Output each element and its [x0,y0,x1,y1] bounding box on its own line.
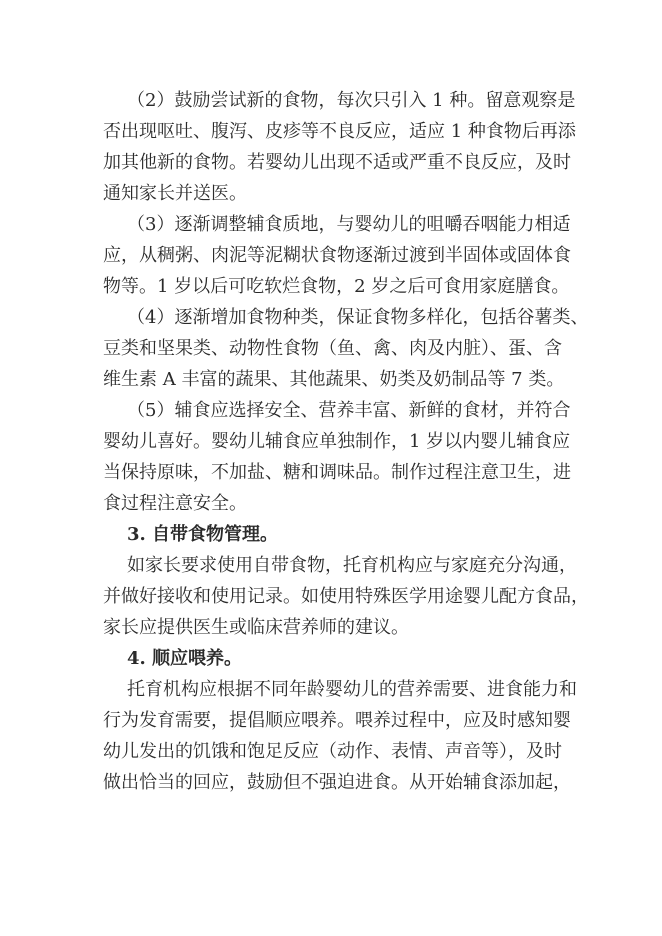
text-line: 托育机构应根据不同年龄婴幼儿的营养需要、进食能力和 [127,679,577,700]
text-line: 做出恰当的回应，鼓励但不强迫进食。从开始辅食添加起， [103,772,571,793]
text-line: 并做好接收和使用记录。如使用特殊医学用途婴儿配方食品， [103,586,589,607]
text-line: 婴幼儿喜好。婴幼儿辅食应单独制作，1 岁以内婴儿辅食应 [103,431,571,452]
text-line: （5）辅食应选择安全、营养丰富、新鲜的食材，并符合 [127,400,571,421]
text-line: 通知家长并送医。 [103,183,247,204]
section-heading [103,643,561,674]
paragraph [103,395,571,519]
text-line: 加其他新的食物。若婴幼儿出现不适或严重不良反应，及时 [103,152,571,173]
text-line: 当保持原味，不加盐、糖和调味品。制作过程注意卫生，进 [103,462,571,483]
paragraph [103,302,589,395]
text-line: 物等。1 岁以后可吃软烂食物，2 岁之后可食用家庭膳食。 [103,276,570,297]
text-line: 维生素 A 丰富的蔬果、其他蔬果、奶类及奶制品等 7 类。 [103,369,565,390]
text-line: 行为发育需要，提倡顺应喂养。喂养过程中，应及时感知婴 [103,710,571,731]
paragraph [103,550,589,643]
text-line: 食过程注意安全。 [103,493,247,514]
paragraph [103,85,576,209]
text-line: 如家长要求使用自带食物，托育机构应与家庭充分沟通， [127,555,577,576]
text-line: 幼儿发出的饥饿和饱足反应（动作、表情、声音等），及时 [103,741,562,762]
paragraph [103,209,571,302]
text-line: （4）逐渐增加食物种类，保证食物多样化，包括谷薯类、 [127,307,589,328]
text-line: 应，从稠粥、肉泥等泥糊状食物逐渐过渡到半固体或固体食 [103,245,571,266]
paragraph [103,674,577,798]
text-line: 3. 自带食物管理。 [127,524,279,545]
text-line: （3）逐渐调整辅食质地，与婴幼儿的咀嚼吞咽能力相适 [127,214,571,235]
text-line: 豆类和坚果类、动物性食物（鱼、禽、肉及内脏）、蛋、含 [103,338,562,359]
text-line: 否出现呕吐、腹泻、皮疹等不良反应，适应 1 种食物后再添 [103,121,576,142]
text-line: （2）鼓励尝试新的食物，每次只引入 1 种。留意观察是 [127,90,576,111]
section-heading [103,519,561,550]
text-line: 家长应提供医生或临床营养师的建议。 [103,617,409,638]
document-page [103,85,589,798]
text-line: 4. 顺应喂养。 [127,648,243,669]
